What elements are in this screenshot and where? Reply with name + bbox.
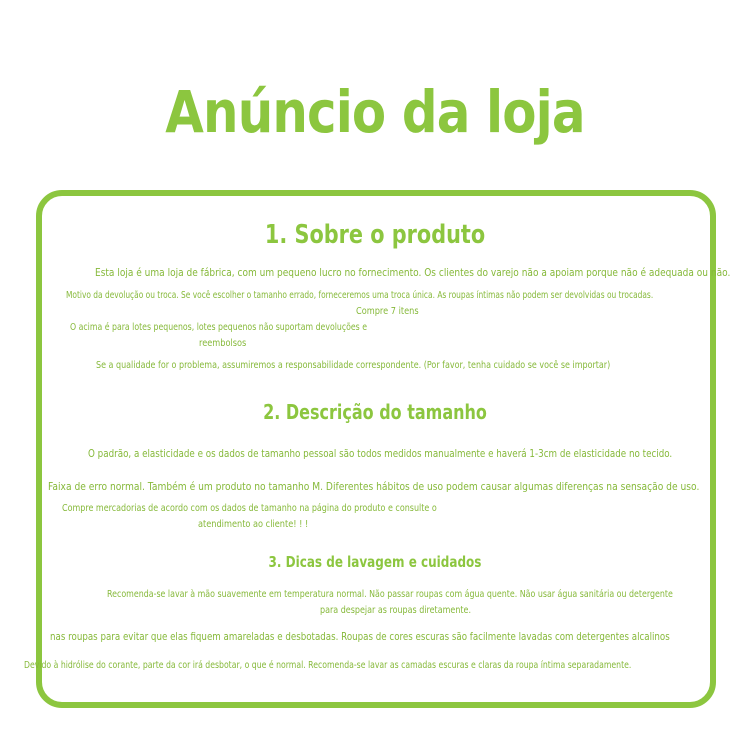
size-line-4: atendimento ao cliente! ! !: [198, 519, 309, 530]
care-line-3: nas roupas para evitar que elas fiquem amareladas e desbotadas. Roupas de cores escuras são facilmente lavadas com detergentes alcalinos: [50, 630, 670, 643]
care-line-4: Devido à hidrólise do corante, parte da cor irá desbotar, o que é normal. Recomenda-se lavar as camadas escuras e claras da roupa íntima separadamente.: [24, 660, 632, 671]
section-heading-size: 2. Descrição do tamanho: [263, 400, 487, 424]
section-heading-product: 1. Sobre o produto: [264, 220, 486, 250]
product-line-5: reembolsos: [199, 338, 247, 349]
page-title: Anúncio da loja: [165, 78, 585, 146]
product-line-4: O acima é para lotes pequenos, lotes pequenos não suportam devoluções e: [70, 322, 368, 333]
care-line-1: Recomenda-se lavar à mão suavemente em temperatura normal. Não passar roupas com água quente. Não usar água sanitária ou detergente: [107, 589, 673, 600]
care-line-2: para despejar as roupas diretamente.: [320, 605, 471, 616]
section-heading-care: 3. Dicas de lavagem e cuidados: [268, 553, 482, 571]
size-line-1: O padrão, a elasticidade e os dados de tamanho pessoal são todos medidos manualmente e haverá 1-3cm de elasticidade no tecido.: [88, 447, 673, 460]
product-line-6: Se a qualidade for o problema, assumiremos a responsabilidade correspondente. (Por favor, tenha cuidado se você se importar): [96, 360, 611, 371]
product-line-3: Compre 7 itens: [356, 306, 419, 317]
size-line-3: Compre mercadorias de acordo com os dados de tamanho na página do produto e consulte o: [62, 503, 437, 514]
product-line-1: Esta loja é uma loja de fábrica, com um pequeno lucro no fornecimento. Os clientes do varejo não a apoiam porque não é adequada ou não.: [95, 266, 731, 279]
size-line-2: Faixa de erro normal. Também é um produto no tamanho M. Diferentes hábitos de uso podem causar algumas diferenças na sensação de uso.: [48, 480, 700, 493]
product-line-2: Motivo da devolução ou troca. Se você escolher o tamanho errado, forneceremos uma troca única. As roupas íntimas não podem ser devolvidas ou trocadas.: [66, 290, 654, 301]
